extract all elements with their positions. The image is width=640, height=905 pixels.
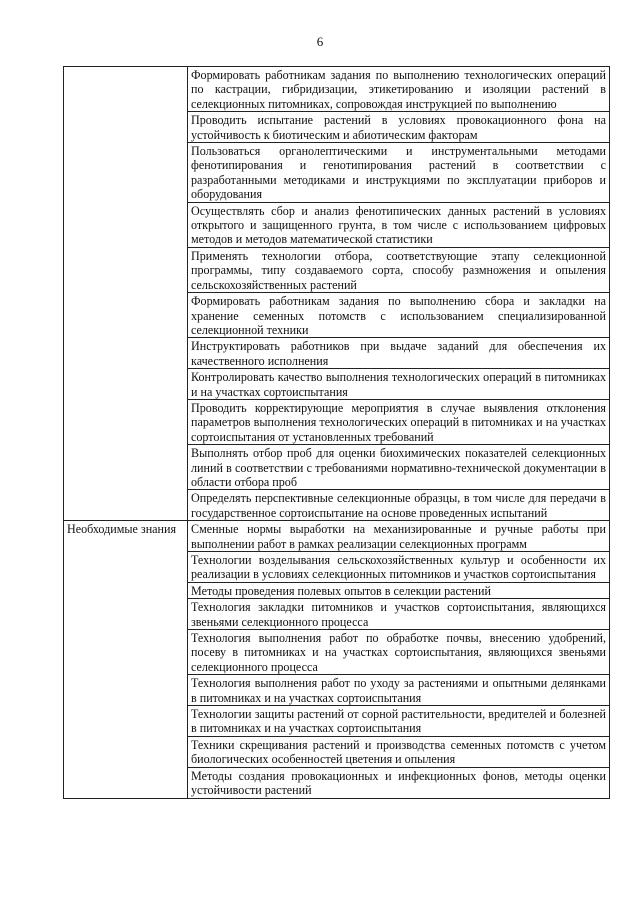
requirement-text: Применять технологии отбора, соответствующие этапу селекционной программы, типу создаваемого сорта, способу размножения и опыления сельскохозяйственных растений xyxy=(188,247,610,292)
requirement-text: Проводить испытание растений в условиях провокационного фона на устойчивость к биотическим и абиотическим факторам xyxy=(188,112,610,143)
requirement-text: Технологии возделывания сельскохозяйственных культур и особенности их реализации в условиях селекционных питомников и участков сортоиспытания xyxy=(188,552,610,583)
requirement-text: Выполнять отбор проб для оценки биохимических показателей селекционных линий в соответствии с требованиями нормативно-технической документации в области отбора проб xyxy=(188,445,610,490)
requirement-text: Методы проведения полевых опытов в селекции растений xyxy=(188,582,610,598)
requirement-text: Методы создания провокационных и инфекционных фонов, методы оценки устойчивости растений xyxy=(188,767,610,798)
page-number: 6 xyxy=(316,34,324,49)
requirement-text: Технология выполнения работ по уходу за растениями и опытными делянками в питомниках и на участках сортоиспытания xyxy=(188,675,610,706)
section-label xyxy=(64,67,188,521)
requirement-text: Контролировать качество выполнения технологических операций в питомниках и на участках сортоиспытания xyxy=(188,369,610,400)
table-row xyxy=(64,521,610,552)
requirement-text: Технология закладки питомников и участков сортоиспытания, являющихся звеньями селекционного процесса xyxy=(188,599,610,630)
requirement-text: Технология выполнения работ по обработке почвы, внесению удобрений, посеву в питомниках и на участках сортоиспытания, являющихся звеньями селекционного процесса xyxy=(188,630,610,675)
requirement-text: Технологии защиты растений от сорной растительности, вредителей и болезней в питомниках и на участках сортоиспытания xyxy=(188,706,610,737)
requirement-text: Определять перспективные селекционные образцы, в том числе для передачи в государственное сортоиспытание на основе проведенных испытаний xyxy=(188,490,610,521)
requirement-text: Осуществлять сбор и анализ фенотипических данных растений в условиях открытого и защищенного грунта, в том числе с использованием цифровых методов и методов математической статистики xyxy=(188,202,610,247)
requirement-text: Инструктировать работников при выдаче заданий для обеспечения их качественного исполнения xyxy=(188,338,610,369)
requirement-text: Формировать работникам задания по выполнению технологических операций по кастрации, гибридизации, этикетированию и изоляции растений в селекционных питомниках, сопровождая инструкцией по выполнению xyxy=(188,67,610,112)
requirements-table xyxy=(63,66,610,799)
section-label: Необходимые знания xyxy=(64,521,188,798)
requirement-text: Проводить корректирующие мероприятия в случае выявления отклонения параметров выполнения технологических операций в питомниках и на участках сортоиспытания от установленных требований xyxy=(188,399,610,444)
requirement-text: Сменные нормы выработки на механизированные и ручные работы при выполнении работ в рамках реализации селекционных программ xyxy=(188,521,610,552)
requirement-text: Формировать работникам задания по выполнению сбора и закладки на хранение семенных потомств с использованием специализированной селекционной техники xyxy=(188,293,610,338)
requirement-text: Техники скрещивания растений и производства семенных потомств с учетом биологических особенностей цветения и опыления xyxy=(188,736,610,767)
table-row xyxy=(64,67,610,112)
requirement-text: Пользоваться органолептическими и инструментальными методами фенотипирования и генотипирования растений в соответствии с разработанными методиками и инструкциями по эксплуатации приборов и оборудования xyxy=(188,143,610,203)
